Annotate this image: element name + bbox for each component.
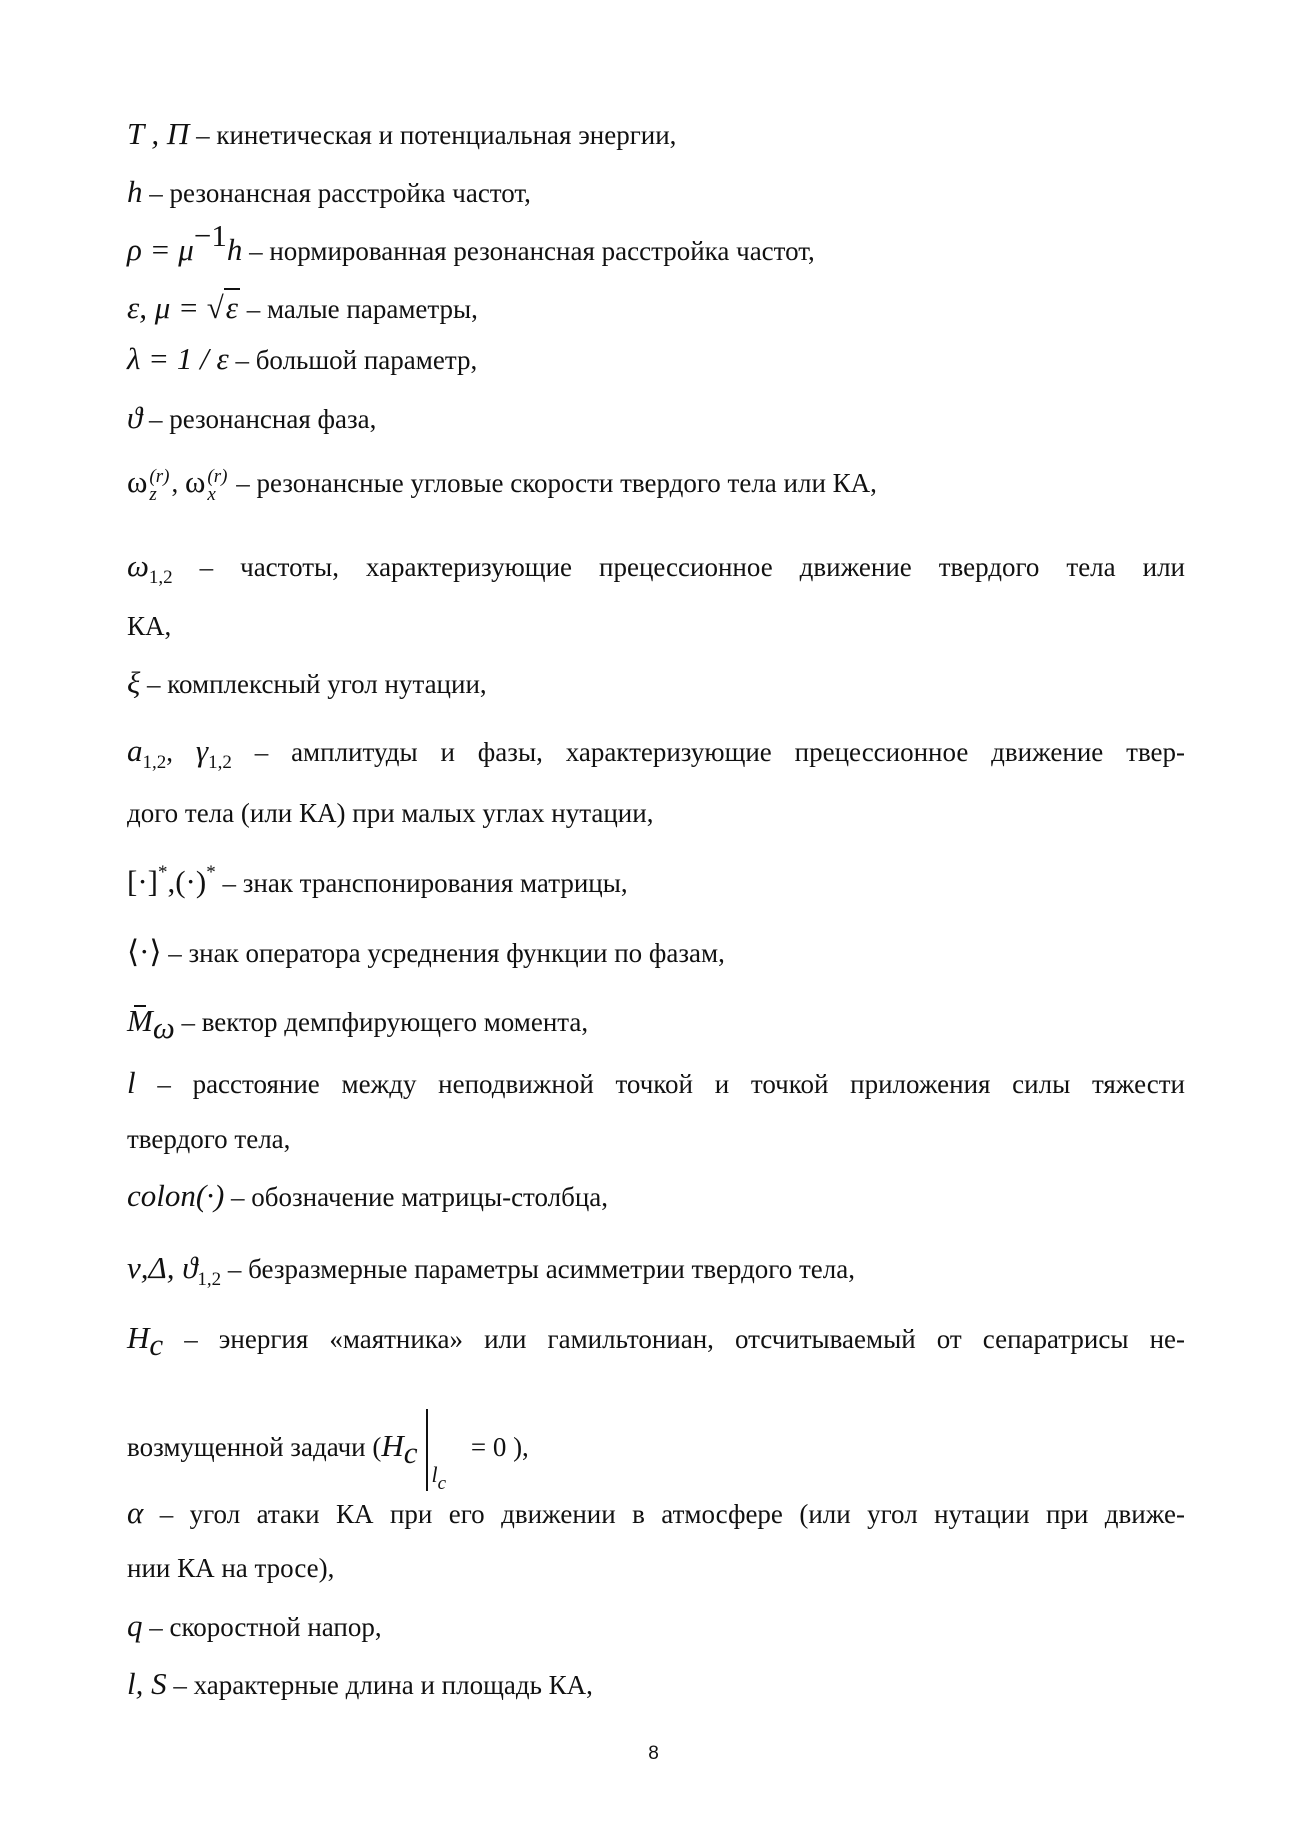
subscript: 1,2 <box>197 1269 222 1290</box>
symbol: λ = 1 / ε <box>127 341 229 376</box>
symbol: ρ = μ <box>127 232 194 267</box>
symbol: H <box>381 1428 404 1464</box>
subscript: 1,2 <box>208 752 232 773</box>
evaluation-subscript: lc <box>431 1462 447 1495</box>
superscript: * <box>157 862 168 883</box>
symbol: l, S <box>127 1666 167 1701</box>
description: – резонансная фаза, <box>142 404 377 434</box>
symbol: [·] <box>127 864 158 899</box>
description: – малые параметры, <box>239 294 478 324</box>
description: – вектор демпфирующего момента, <box>174 1007 589 1037</box>
separator: , <box>167 864 176 899</box>
subscript: c <box>149 1327 164 1362</box>
notation-length-area <box>127 1666 1185 1703</box>
notation-small-parameters <box>127 290 1185 327</box>
page-number: 8 <box>648 1743 659 1764</box>
symbol: q <box>127 1608 143 1643</box>
notation-kinetic-potential-energy <box>127 116 1185 153</box>
subscript: c <box>403 1435 418 1471</box>
notation-distance <box>127 1065 1185 1102</box>
description: – комплексный угол нутации, <box>140 669 487 699</box>
notation-resonance-phase <box>127 400 1185 437</box>
notation-transpose <box>127 864 1185 901</box>
notation-amplitudes-phases-cont <box>127 795 1185 831</box>
square-root: √ε <box>206 290 238 325</box>
symbol: h <box>226 232 243 267</box>
notation-attack-angle-cont <box>127 1550 1185 1586</box>
symbol: l <box>127 1065 136 1100</box>
description: – знак оператора усреднения функции по фазам, <box>161 938 725 968</box>
superscript: * <box>206 862 216 883</box>
sub-superscript: (r) z <box>149 465 170 505</box>
description: – обозначение матрицы-столбца, <box>224 1182 609 1212</box>
notation-distance-cont <box>127 1121 1185 1157</box>
description: – большой параметр, <box>228 345 478 375</box>
description: КА, <box>127 611 172 641</box>
description: – угол атаки КА при его движении в атмосфере (или угол нутации при движе- <box>143 1499 1185 1529</box>
separator: , <box>171 468 185 498</box>
description: – безразмерные параметры асимметрии твердого тела, <box>221 1254 855 1284</box>
description: – кинетическая и потенциальная энергии, <box>189 120 677 150</box>
symbol: ω <box>127 464 148 499</box>
description: нии КА на тросе), <box>127 1553 335 1583</box>
symbol: a <box>127 733 143 768</box>
subscript: 1,2 <box>148 567 173 588</box>
description: твердого тела, <box>127 1124 291 1154</box>
description: = 0 ), <box>464 1432 529 1463</box>
description: – скоростной напор, <box>142 1612 382 1642</box>
description: – частоты, характеризующие прецессионное движение твердого тела или <box>172 552 1185 582</box>
symbol: ν,Δ, ϑ <box>127 1250 198 1285</box>
symbol: H <box>127 1320 150 1355</box>
notation-damping-moment <box>127 1003 1185 1045</box>
symbol: ξ <box>127 665 141 700</box>
description: – резонансные угловые скорости твердого тела или КА, <box>229 468 877 498</box>
description: – знак транспонирования матрицы, <box>215 868 628 898</box>
description: – амплитуды и фазы, характеризующие прецессионное движение твер- <box>231 737 1186 767</box>
description: возмущенной задачи ( <box>127 1432 382 1463</box>
description: дого тела (или КА) при малых углах нутации, <box>127 798 654 828</box>
symbol: ω <box>127 548 149 583</box>
separator: , <box>166 737 196 767</box>
description: – нормированная резонансная расстройка частот, <box>242 236 815 266</box>
superscript: −1 <box>193 218 227 253</box>
symbol: M <box>127 1003 153 1038</box>
notation-asymmetry-parameters <box>127 1250 1185 1290</box>
symbol: h <box>127 174 143 209</box>
symbol: ⟨·⟩ <box>127 934 162 969</box>
subscript: 1,2 <box>142 752 167 773</box>
description: – резонансная расстройка частот, <box>142 178 531 208</box>
notation-dynamic-pressure <box>127 1608 1185 1645</box>
symbol: ε, μ = <box>127 290 207 325</box>
description: – энергия «маятника» или гамильтониан, отсчитываемый от сепаратрисы не- <box>163 1324 1185 1354</box>
notation-complex-nutation-angle <box>127 665 1185 702</box>
notation-precession-frequencies <box>127 548 1185 588</box>
evaluation-bar <box>426 1409 428 1491</box>
symbol: colon(·) <box>127 1178 225 1213</box>
notation-precession-frequencies-cont <box>127 608 1185 644</box>
symbol: ω <box>184 464 206 499</box>
notation-resonance-angular-velocities <box>127 464 1185 504</box>
notation-large-parameter <box>127 341 1185 378</box>
notation-averaging-operator <box>127 934 1185 971</box>
symbol: γ <box>195 733 209 768</box>
description: – характерные длина и площадь КА, <box>166 1670 593 1700</box>
sub-superscript: (r) x <box>207 465 228 505</box>
notation-pendulum-energy <box>127 1320 1185 1362</box>
symbol: (·) <box>175 864 207 899</box>
symbol: T , Π <box>127 116 190 151</box>
notation-amplitudes-phases <box>127 733 1186 773</box>
notation-attack-angle <box>127 1495 1185 1532</box>
description: – расстояние между неподвижной точкой и точкой приложения силы тяжести <box>135 1069 1185 1099</box>
notation-resonance-detuning <box>127 174 1185 211</box>
notation-column-matrix <box>127 1178 1185 1215</box>
symbol: α <box>127 1495 144 1530</box>
notation-pendulum-energy-cont <box>127 1409 1185 1495</box>
subscript: ω <box>152 1010 175 1045</box>
notation-normalized-detuning <box>127 218 1185 269</box>
symbol: ϑ <box>127 400 143 435</box>
